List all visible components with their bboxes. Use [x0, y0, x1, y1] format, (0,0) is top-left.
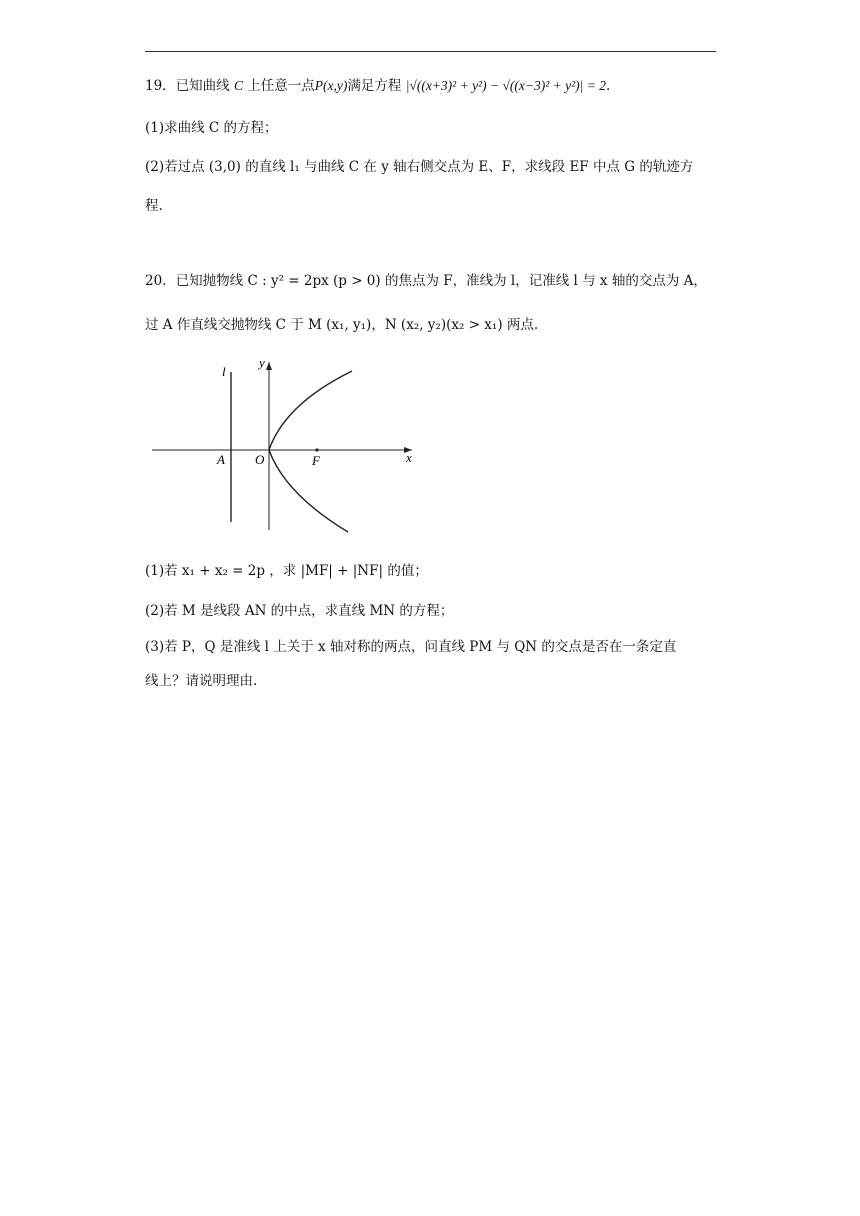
q20-sub1: (1)若 x₁ + x₂ = 2p ，求 |MF| + |NF| 的值；: [145, 563, 428, 579]
q20-stem-line1: 20．已知抛物线 C : y² = 2px (p > 0) 的焦点为 F，准线为 l，记准线 l 与 x 轴的交点为 A，: [145, 273, 707, 289]
label-y: y: [259, 355, 265, 370]
label-F: F: [312, 453, 320, 468]
q20-sub2: (2)若 M 是线段 AN 的中点，求直线 MN 的方程；: [145, 603, 454, 619]
q20-sub3-line1: (3)若 P，Q 是准线 l 上关于 x 轴对称的两点，问直线 PM 与 QN 的交点是否在一条定直: [145, 639, 677, 655]
q20-sub3-line2: 线上？请说明理由.: [145, 673, 258, 689]
q19-number: 19．: [145, 78, 176, 94]
y-axis-arrow: [266, 362, 272, 370]
parabola-figure: [148, 352, 418, 537]
header-rule: [145, 51, 716, 52]
q19-sub1: (1)求曲线 C 的方程；: [145, 120, 278, 136]
focus-point: [315, 448, 318, 451]
label-x: x: [406, 450, 412, 465]
label-O: O: [255, 452, 265, 467]
q19-point: P(x,y): [314, 78, 348, 93]
q19-sub2-line1: (2)若过点 (3,0) 的直线 l₁ 与曲线 C 在 y 轴右侧交点为 E、F，求线段 EF 中点 G 的轨迹方: [145, 159, 694, 175]
label-l: l: [222, 364, 226, 379]
q19-equation: |√((x+3)² + y²) − √((x−3)² + y²)| = 2: [405, 78, 606, 93]
q19-stem: 19．已知曲线 C 上任意一点P(x,y)满足方程 |√((x+3)² + y²) − √((x−3)² + y²)| = 2.: [145, 78, 611, 94]
parabola-curve: [269, 371, 352, 532]
q19-sub2-line2: 程.: [145, 198, 163, 214]
label-A: A: [217, 452, 225, 467]
q20-number: 20．: [145, 273, 176, 289]
q20-stem-line2: 过 A 作直线交抛物线 C 于 M (x₁, y₁)，N (x₂, y₂)(x₂ > x₁) 两点.: [145, 317, 539, 333]
